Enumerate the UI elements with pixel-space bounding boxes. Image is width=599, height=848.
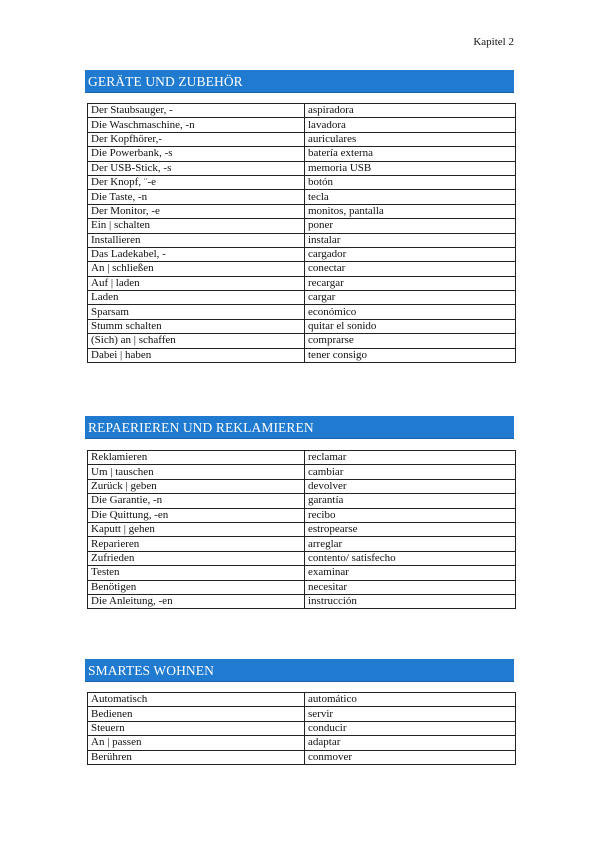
german-term: Der Knopf, ¨-e <box>88 175 305 189</box>
spanish-translation: monitos, pantalla <box>305 204 516 218</box>
spanish-translation: conectar <box>305 262 516 276</box>
table-row <box>88 175 516 189</box>
spanish-translation: instrucción <box>305 594 516 608</box>
table-row <box>88 494 516 508</box>
german-term: Auf | laden <box>88 276 305 290</box>
spanish-translation: quitar el sonido <box>305 319 516 333</box>
german-term: Der Staubsauger, - <box>88 104 305 118</box>
table-row <box>88 334 516 348</box>
table-row <box>88 551 516 565</box>
table-row <box>88 721 516 735</box>
spanish-translation: arreglar <box>305 537 516 551</box>
table-row <box>88 736 516 750</box>
german-term: Bedienen <box>88 707 305 721</box>
spanish-translation: estropearse <box>305 522 516 536</box>
german-term: Um | tauschen <box>88 465 305 479</box>
spanish-translation: automático <box>305 693 516 707</box>
table-row <box>88 465 516 479</box>
german-term: Die Anleitung, -en <box>88 594 305 608</box>
spanish-translation: reclamar <box>305 451 516 465</box>
table-row <box>88 508 516 522</box>
table-row <box>88 750 516 764</box>
german-term: Reparieren <box>88 537 305 551</box>
spanish-translation: recibo <box>305 508 516 522</box>
german-term: Automatisch <box>88 693 305 707</box>
spanish-translation: botón <box>305 175 516 189</box>
table-row <box>88 190 516 204</box>
spanish-translation: económico <box>305 305 516 319</box>
table-row <box>88 479 516 493</box>
german-term: Testen <box>88 566 305 580</box>
vocab-table <box>87 692 516 765</box>
table-row <box>88 233 516 247</box>
german-term: Steuern <box>88 721 305 735</box>
spanish-translation: garantía <box>305 494 516 508</box>
table-row <box>88 566 516 580</box>
spanish-translation: tecla <box>305 190 516 204</box>
spanish-translation: devolver <box>305 479 516 493</box>
spanish-translation: recargar <box>305 276 516 290</box>
german-term: (Sich) an | schaffen <box>88 334 305 348</box>
spanish-translation: conmover <box>305 750 516 764</box>
german-term: Kaputt | gehen <box>88 522 305 536</box>
table-row <box>88 291 516 305</box>
german-term: Die Powerbank, -s <box>88 147 305 161</box>
german-term: Dabei | haben <box>88 348 305 362</box>
german-term: Zufrieden <box>88 551 305 565</box>
spanish-translation: cargar <box>305 291 516 305</box>
table-row <box>88 348 516 362</box>
spanish-translation: aspiradora <box>305 104 516 118</box>
german-term: An | passen <box>88 736 305 750</box>
spanish-translation: comprarse <box>305 334 516 348</box>
spanish-translation: servir <box>305 707 516 721</box>
german-term: Die Garantie, -n <box>88 494 305 508</box>
spanish-translation: poner <box>305 219 516 233</box>
spanish-translation: conducir <box>305 721 516 735</box>
table-row <box>88 132 516 146</box>
table-row <box>88 262 516 276</box>
german-term: Zurück | geben <box>88 479 305 493</box>
german-term: Ein | schalten <box>88 219 305 233</box>
section-repair <box>85 416 514 609</box>
section-title: REPAERIEREN UND REKLAMIEREN <box>85 416 514 438</box>
table-row <box>88 247 516 261</box>
german-term: Reklamieren <box>88 451 305 465</box>
spanish-translation: lavadora <box>305 118 516 132</box>
spanish-translation: necesitar <box>305 580 516 594</box>
spanish-translation: auriculares <box>305 132 516 146</box>
german-term: Installieren <box>88 233 305 247</box>
table-row <box>88 305 516 319</box>
german-term: Die Taste, -n <box>88 190 305 204</box>
vocab-table <box>87 450 516 609</box>
table-row <box>88 693 516 707</box>
section-devices <box>85 70 514 363</box>
table-row <box>88 451 516 465</box>
table-row <box>88 161 516 175</box>
german-term: Stumm schalten <box>88 319 305 333</box>
german-term: Der Kopfhörer,- <box>88 132 305 146</box>
chapter-label: Kapitel 2 <box>473 36 514 48</box>
german-term: Die Waschmaschine, -n <box>88 118 305 132</box>
table-row <box>88 204 516 218</box>
spanish-translation: instalar <box>305 233 516 247</box>
spanish-translation: adaptar <box>305 736 516 750</box>
vocab-table <box>87 103 516 363</box>
table-row <box>88 537 516 551</box>
table-row <box>88 707 516 721</box>
spanish-translation: contento/ satisfecho <box>305 551 516 565</box>
german-term: Laden <box>88 291 305 305</box>
table-row <box>88 580 516 594</box>
spanish-translation: batería externa <box>305 147 516 161</box>
german-term: Berühren <box>88 750 305 764</box>
german-term: Der USB-Stick, -s <box>88 161 305 175</box>
german-term: Das Ladekabel, - <box>88 247 305 261</box>
german-term: Der Monitor, -e <box>88 204 305 218</box>
section-title: SMARTES WOHNEN <box>85 659 514 681</box>
table-row <box>88 147 516 161</box>
section-title: GERÄTE UND ZUBEHÖR <box>85 70 514 92</box>
table-row <box>88 118 516 132</box>
spanish-translation: tener consigo <box>305 348 516 362</box>
spanish-translation: cargador <box>305 247 516 261</box>
german-term: Sparsam <box>88 305 305 319</box>
table-row <box>88 319 516 333</box>
german-term: Die Quittung, -en <box>88 508 305 522</box>
table-row <box>88 522 516 536</box>
spanish-translation: examinar <box>305 566 516 580</box>
spanish-translation: memoria USB <box>305 161 516 175</box>
german-term: An | schließen <box>88 262 305 276</box>
section-smart-home <box>85 659 514 765</box>
table-row <box>88 276 516 290</box>
table-row <box>88 219 516 233</box>
spanish-translation: cambiar <box>305 465 516 479</box>
table-row <box>88 594 516 608</box>
german-term: Benötigen <box>88 580 305 594</box>
table-row <box>88 104 516 118</box>
